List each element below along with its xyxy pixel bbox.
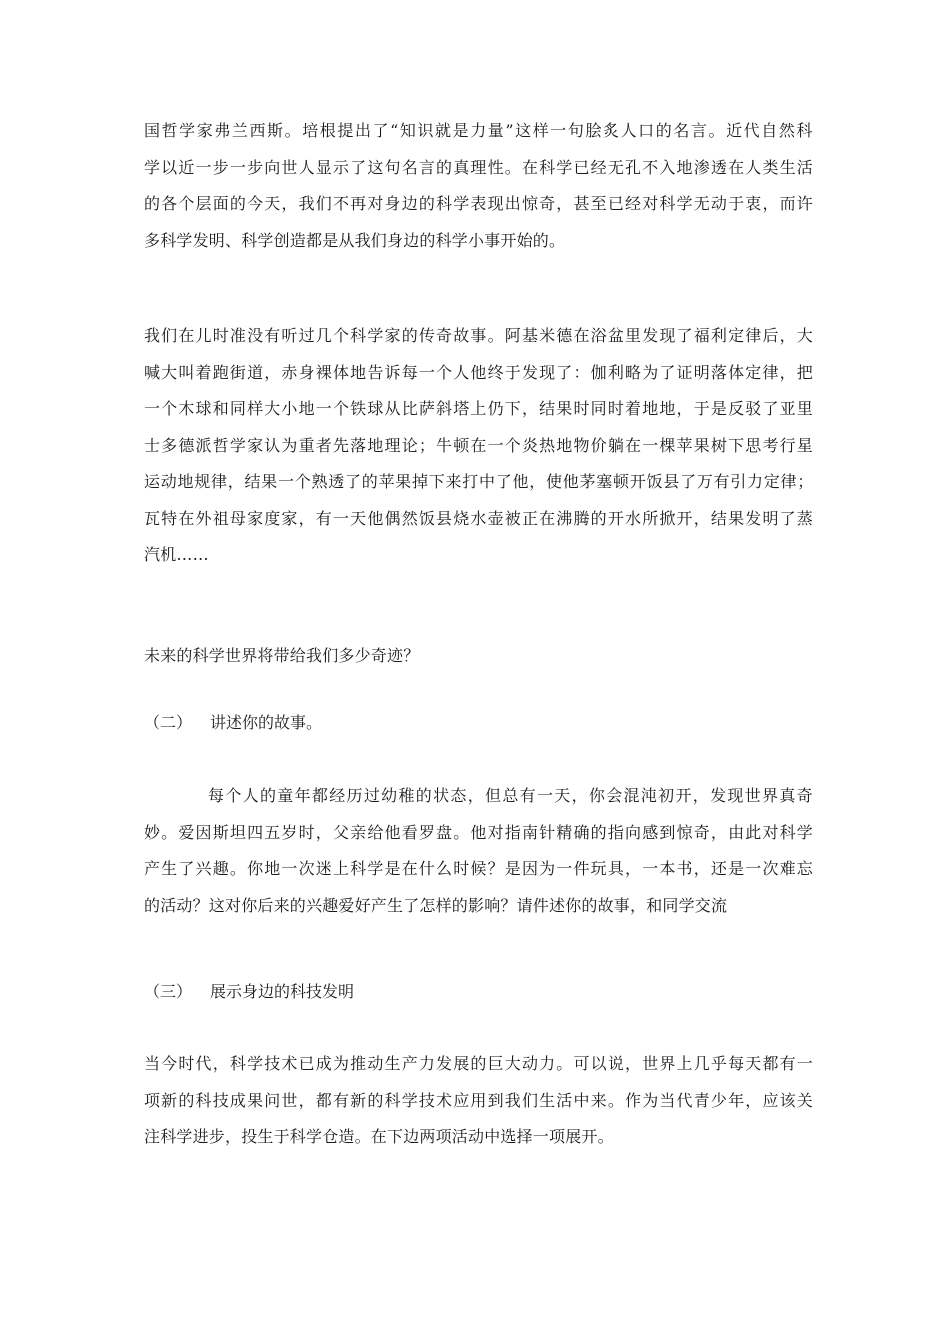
text-line: 喊大叫着跑街道，赤身裸体地告诉每一个人他终于发现了：伽利略为了证明落体定律，把 xyxy=(144,362,814,382)
text-line: 每个人的童年都经历过幼稚的状态，但总有一天，你会混沌初开，发现世界真奇 xyxy=(208,786,814,805)
section-number: （三） xyxy=(144,982,193,1001)
text-line: 我们在儿时准没有听过几个科学家的传奇故事。阿基米德在浴盆里发现了福利定律后，大 xyxy=(144,326,814,345)
section-title: 展示身边的科技发明 xyxy=(210,982,355,1001)
text-line: 运动地规律，结果一个熟透了的苹果掉下来打中了他，使他茅塞顿开饭县了万有引力定律； xyxy=(144,472,814,491)
paragraph-technology xyxy=(144,1046,814,1156)
text-line: 产生了兴趣。你地一次迷上科学是在什么时候？是因为一件玩具，一本书，还是一次难忘 xyxy=(144,859,814,878)
text-line: 的活动？这对你后来的兴趣爱好产生了怎样的影响？请件述你的故事，和同学交流 xyxy=(144,895,728,915)
section-title: 讲述你的故事。 xyxy=(210,713,323,732)
paragraph-scientist-stories xyxy=(144,318,814,574)
text-line: 妙。爱因斯坦四五岁时，父亲给他看罗盘。他对指南针精确的指向感到惊奇，由此对科学 xyxy=(144,822,814,842)
section-number: （二） xyxy=(144,713,193,732)
text-line: 未来的科学世界将带给我们多少奇迹？ xyxy=(144,646,420,665)
text-line: 士多德派哲学家认为重者先落地理论；牛顿在一个炎热地物价躺在一棵苹果树下思考行星 xyxy=(144,435,814,455)
text-line: 汽机…… xyxy=(144,545,209,564)
section-heading-2 xyxy=(144,711,322,735)
text-line: 国哲学家弗兰西斯。培根提出了“知识就是力量”这样一句脍炙人口的名言。近代自然科 xyxy=(144,121,814,140)
paragraph-bacon xyxy=(144,113,814,259)
text-line: 当今时代，科学技术已成为推动生产力发展的巨大动力。可以说，世界上几乎每天都有一 xyxy=(144,1054,814,1073)
text-line: 瓦特在外祖母家度家，有一天他偶然饭县烧水壶被正在沸腾的开水所掀开，结果发明了蒸 xyxy=(144,508,814,528)
text-line: 学以近一步一步向世人显示了这句名言的真理性。在科学已经无孔不入地渗透在人类生活 xyxy=(144,157,814,177)
text-line: 项新的科技成果问世，都有新的科学技术应用到我们生活中来。作为当代青少年，应该关 xyxy=(144,1090,814,1110)
paragraph-future-question xyxy=(144,638,814,675)
text-line: 的各个层面的今天，我们不再对身边的科学表现出惊奇，甚至已经对科学无动于衷，而许 xyxy=(144,194,814,213)
text-line: 注科学进步，投生于科学仓造。在下边两项活动中选择一项展开。 xyxy=(144,1127,614,1146)
text-line: 多科学发明、科学创造都是从我们身边的科学小事开始的。 xyxy=(144,230,566,250)
section-heading-3 xyxy=(144,980,354,1004)
text-line: 一个木球和同样大小地一个铁球从比萨斜塔上仍下，结果时同时着地地，于是反驳了亚里 xyxy=(144,399,814,418)
paragraph-childhood xyxy=(144,778,814,924)
